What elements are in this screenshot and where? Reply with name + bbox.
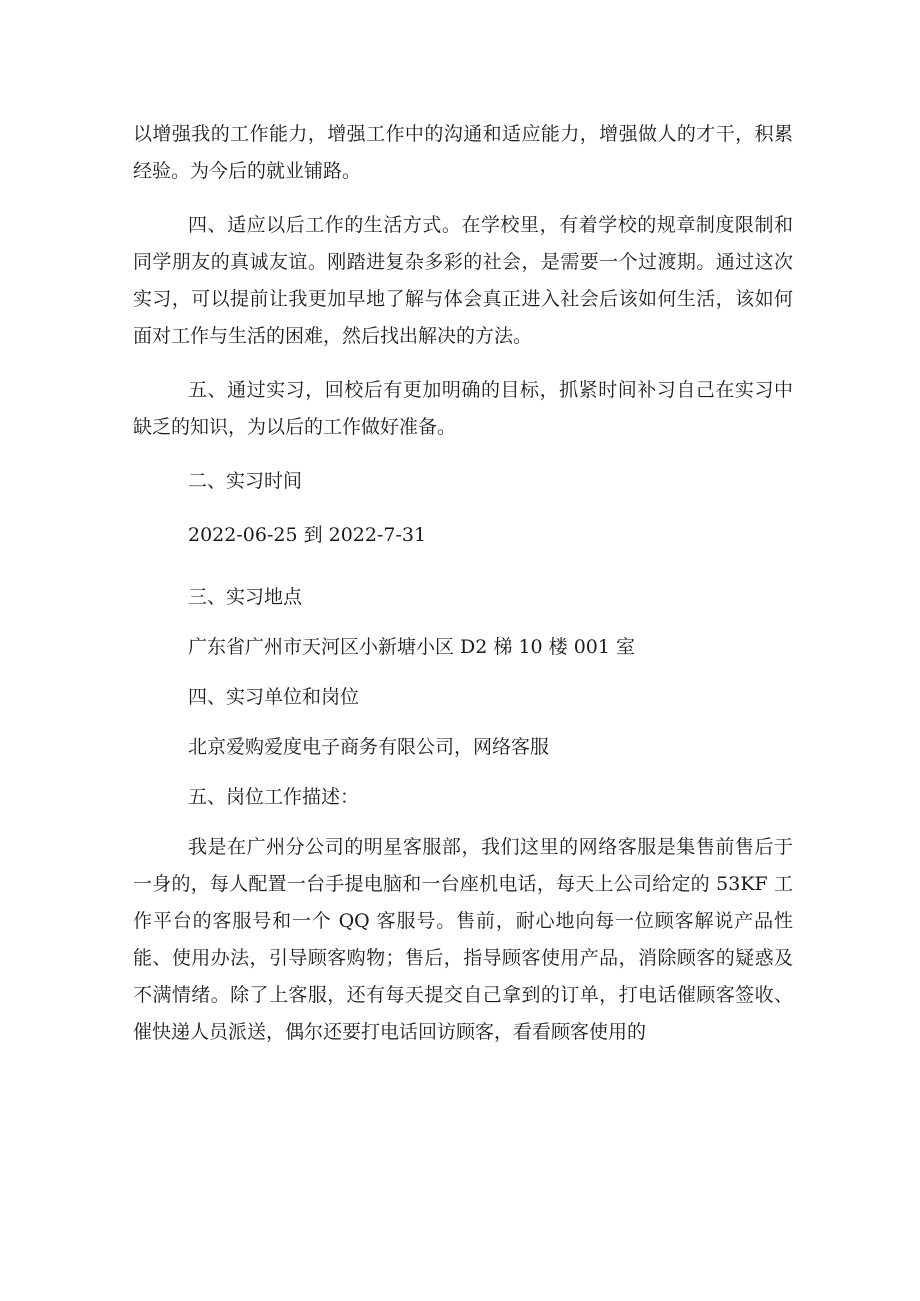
paragraph-job-description: 我是在广州分公司的明星客服部，我们这里的网络客服是集售前售后于一身的，每人配置一台手提电脑和一台座机电话，每天上公司给定的 53KF 工作平台的客服号和一个 QQ 客服号。售前，耐心地向每一位顾客解说产品性能、使用办法，引导顾客购物；售后，指导顾客使用产品，消除顾客的疑惑及不满情绪。除了上客服，还有每天提交自己拿到的订单，打电话催顾客签收、催快递人员派送，偶尔还要打电话回访顾客，看看顾客使用的 — [133, 836, 793, 1043]
paragraph-item-four: 四、适应以后工作的生活方式。在学校里，有着学校的规章制度限制和同学朋友的真诚友谊。刚踏进复杂多彩的社会，是需要一个过渡期。通过这次实习，可以提前让我更加早地了解与体会真正进入社会后该如何生活，该如何面对工作与生活的困难，然后找出解决的方法。 — [133, 214, 793, 347]
heading-job-description: 五、岗位工作描述： — [188, 786, 360, 808]
internship-address: 广东省广州市天河区小新塘小区 D2 梯 10 楼 001 室 — [188, 636, 636, 658]
heading-internship-location: 三、实习地点 — [188, 586, 303, 608]
heading-internship-time: 二、实习时间 — [188, 470, 303, 492]
paragraph-item-five: 五、通过实习，回校后有更加明确的目标，抓紧时间补习自己在实习中缺乏的知识，为以后的工作做好准备。 — [133, 379, 793, 438]
heading-internship-unit: 四、实习单位和岗位 — [188, 686, 360, 708]
document-body — [133, 116, 793, 1051]
paragraph-continuation: 以增强我的工作能力，增强工作中的沟通和适应能力，增强做人的才干，积累经验。为今后的就业铺路。 — [133, 123, 793, 182]
internship-company: 北京爱购爱度电子商务有限公司，网络客服 — [188, 736, 550, 758]
internship-date-range: 2022-06-25 到 2022-7-31 — [188, 524, 427, 546]
